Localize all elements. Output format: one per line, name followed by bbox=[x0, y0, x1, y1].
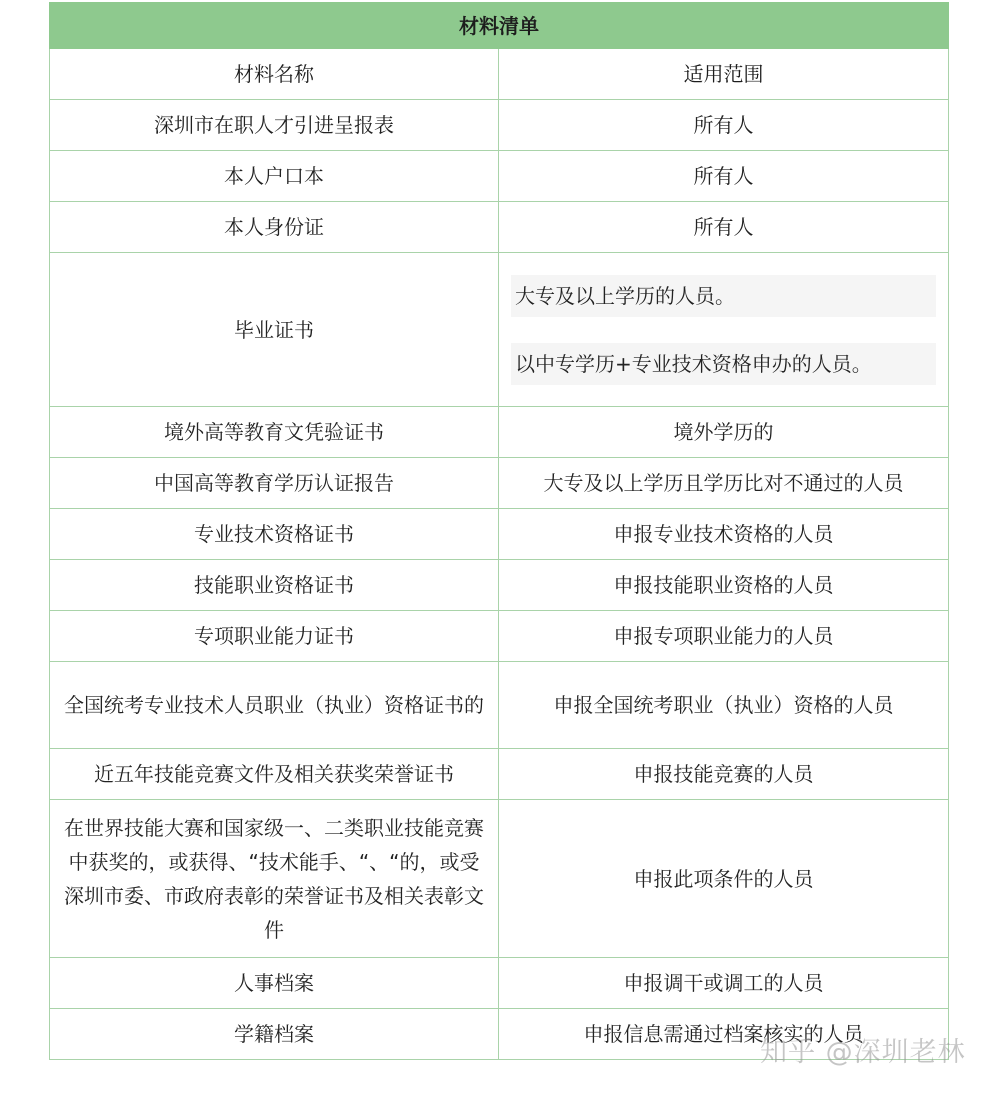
table-row bbox=[50, 100, 949, 151]
scope-line: 大专及以上学历的人员。 bbox=[511, 275, 936, 317]
material-cell: 全国统考专业技术人员职业（执业）资格证书的 bbox=[50, 662, 499, 749]
table-row bbox=[50, 749, 949, 800]
table-row bbox=[50, 253, 949, 407]
scope-cell: 申报专项职业能力的人员 bbox=[499, 611, 949, 662]
material-cell: 技能职业资格证书 bbox=[50, 560, 499, 611]
watermark-text: 知乎 @深圳老林 bbox=[760, 1037, 966, 1068]
table-row bbox=[50, 202, 949, 253]
scope-cell: 申报全国统考职业（执业）资格的人员 bbox=[499, 662, 949, 749]
scope-cell: 境外学历的 bbox=[499, 407, 949, 458]
material-cell: 专项职业能力证书 bbox=[50, 611, 499, 662]
material-cell: 人事档案 bbox=[50, 958, 499, 1009]
table-title: 材料清单 bbox=[50, 3, 949, 49]
table-row bbox=[50, 151, 949, 202]
table-row bbox=[50, 407, 949, 458]
materials-table-container bbox=[49, 2, 948, 1060]
material-cell: 本人身份证 bbox=[50, 202, 499, 253]
material-cell: 境外高等教育文凭验证书 bbox=[50, 407, 499, 458]
material-cell: 中国高等教育学历认证报告 bbox=[50, 458, 499, 509]
header-scope: 适用范围 bbox=[499, 49, 949, 100]
scope-cell bbox=[499, 253, 949, 407]
material-cell: 深圳市在职人才引进呈报表 bbox=[50, 100, 499, 151]
table-header-row bbox=[50, 49, 949, 100]
scope-cell: 申报技能竞赛的人员 bbox=[499, 749, 949, 800]
scope-line: 以中专学历+专业技术资格申办的人员。 bbox=[511, 343, 936, 385]
scope-cell: 所有人 bbox=[499, 151, 949, 202]
material-cell: 本人户口本 bbox=[50, 151, 499, 202]
material-cell: 专业技术资格证书 bbox=[50, 509, 499, 560]
table-row bbox=[50, 509, 949, 560]
table-title-row bbox=[50, 3, 949, 49]
scope-cell: 所有人 bbox=[499, 100, 949, 151]
table-row bbox=[50, 560, 949, 611]
table-row bbox=[50, 958, 949, 1009]
materials-table bbox=[49, 2, 949, 1060]
scope-cell: 申报专业技术资格的人员 bbox=[499, 509, 949, 560]
table-row bbox=[50, 611, 949, 662]
material-cell: 毕业证书 bbox=[50, 253, 499, 407]
scope-cell: 申报调干或调工的人员 bbox=[499, 958, 949, 1009]
scope-cell: 申报技能职业资格的人员 bbox=[499, 560, 949, 611]
material-cell: 近五年技能竞赛文件及相关获奖荣誉证书 bbox=[50, 749, 499, 800]
material-cell: 学籍档案 bbox=[50, 1009, 499, 1060]
table-row bbox=[50, 662, 949, 749]
material-cell: 在世界技能大赛和国家级一、二类职业技能竞赛中获奖的，或获得、“技术能手、“、“的，或受深圳市委、市政府表彰的荣誉证书及相关表彰文件 bbox=[50, 800, 499, 958]
scope-cell: 申报信息需通过档案核实的人员 bbox=[499, 1009, 949, 1060]
scope-cell: 所有人 bbox=[499, 202, 949, 253]
scope-cell: 大专及以上学历且学历比对不通过的人员 bbox=[499, 458, 949, 509]
header-material-name: 材料名称 bbox=[50, 49, 499, 100]
table-row bbox=[50, 800, 949, 958]
scope-cell: 申报此项条件的人员 bbox=[499, 800, 949, 958]
table-row bbox=[50, 458, 949, 509]
